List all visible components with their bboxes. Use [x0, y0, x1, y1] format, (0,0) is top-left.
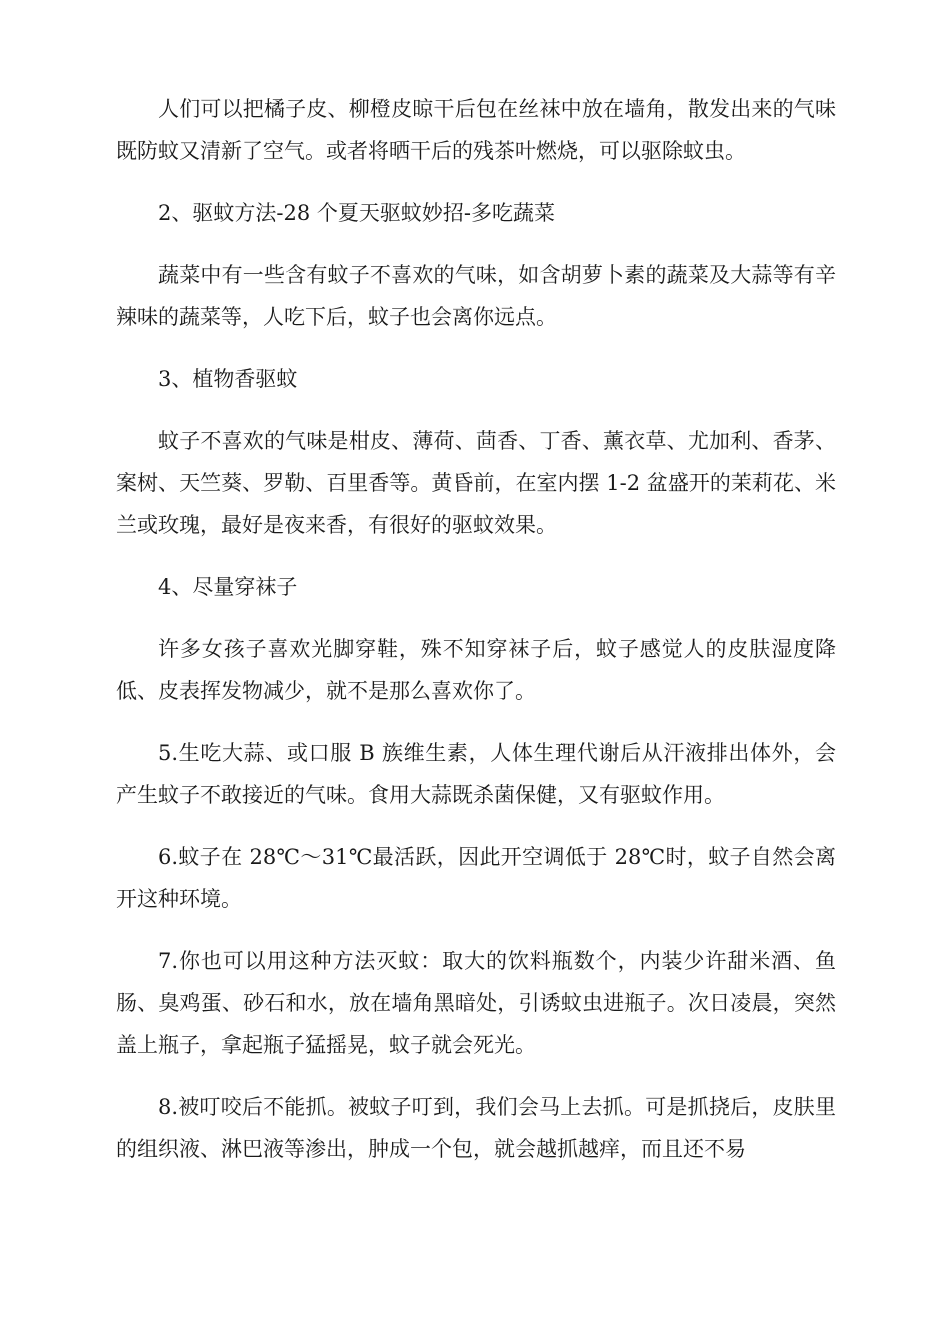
paragraph-plant-scent: 蚊子不喜欢的气味是柑皮、薄荷、茴香、丁香、薰衣草、尤加利、香茅、案树、天竺葵、罗勒、百里香等。黄昏前，在室内摆 1-2 盆盛开的茉莉花、米兰或玫瑰，最好是夜来香，有很好的驱蚊效果。: [116, 429, 836, 537]
section-heading-plant-scent: 3、植物香驱蚊: [158, 367, 298, 391]
paragraph-wear-socks: 许多女孩子喜欢光脚穿鞋，殊不知穿袜子后，蚊子感觉人的皮肤湿度降低、皮表挥发物减少，就不是那么喜欢你了。: [116, 637, 836, 703]
paragraph-garlic-vitamin-b: 5.生吃大蒜、或口服 B 族维生素，人体生理代谢后从汗液排出体外，会产生蚊子不敢接近的气味。食用大蒜既杀菌保健，又有驱蚊作用。: [116, 741, 836, 807]
paragraph-temperature: 6.蚊子在 28℃～31℃最活跃，因此开空调低于 28℃时，蚊子自然会离开这种环境。: [116, 845, 836, 911]
paragraph-do-not-scratch: 8.被叮咬后不能抓。被蚊子叮到，我们会马上去抓。可是抓挠后，皮肤里的组织液、淋巴液等渗出，肿成一个包，就会越抓越痒，而且还不易: [116, 1095, 836, 1161]
document-body: [116, 88, 836, 1190]
paragraph-vegetables: 蔬菜中有一些含有蚊子不喜欢的气味，如含胡萝卜素的蔬菜及大蒜等有辛辣味的蔬菜等，人吃下后，蚊子也会离你远点。: [116, 263, 836, 329]
paragraph-orange-peel: 人们可以把橘子皮、柳橙皮晾干后包在丝袜中放在墙角，散发出来的气味既防蚊又清新了空气。或者将晒干后的残茶叶燃烧，可以驱除蚊虫。: [116, 97, 836, 163]
section-heading-eat-vegetables: 2、驱蚊方法-28 个夏天驱蚊妙招-多吃蔬菜: [158, 201, 555, 225]
paragraph-bottle-trap: 7.你也可以用这种方法灭蚊：取大的饮料瓶数个，内装少许甜米酒、鱼肠、臭鸡蛋、砂石和水，放在墙角黑暗处，引诱蚊虫进瓶子。次日凌晨，突然盖上瓶子，拿起瓶子猛摇晃，蚊子就会死光。: [116, 949, 836, 1057]
section-heading-wear-socks: 4、尽量穿袜子: [158, 575, 298, 599]
